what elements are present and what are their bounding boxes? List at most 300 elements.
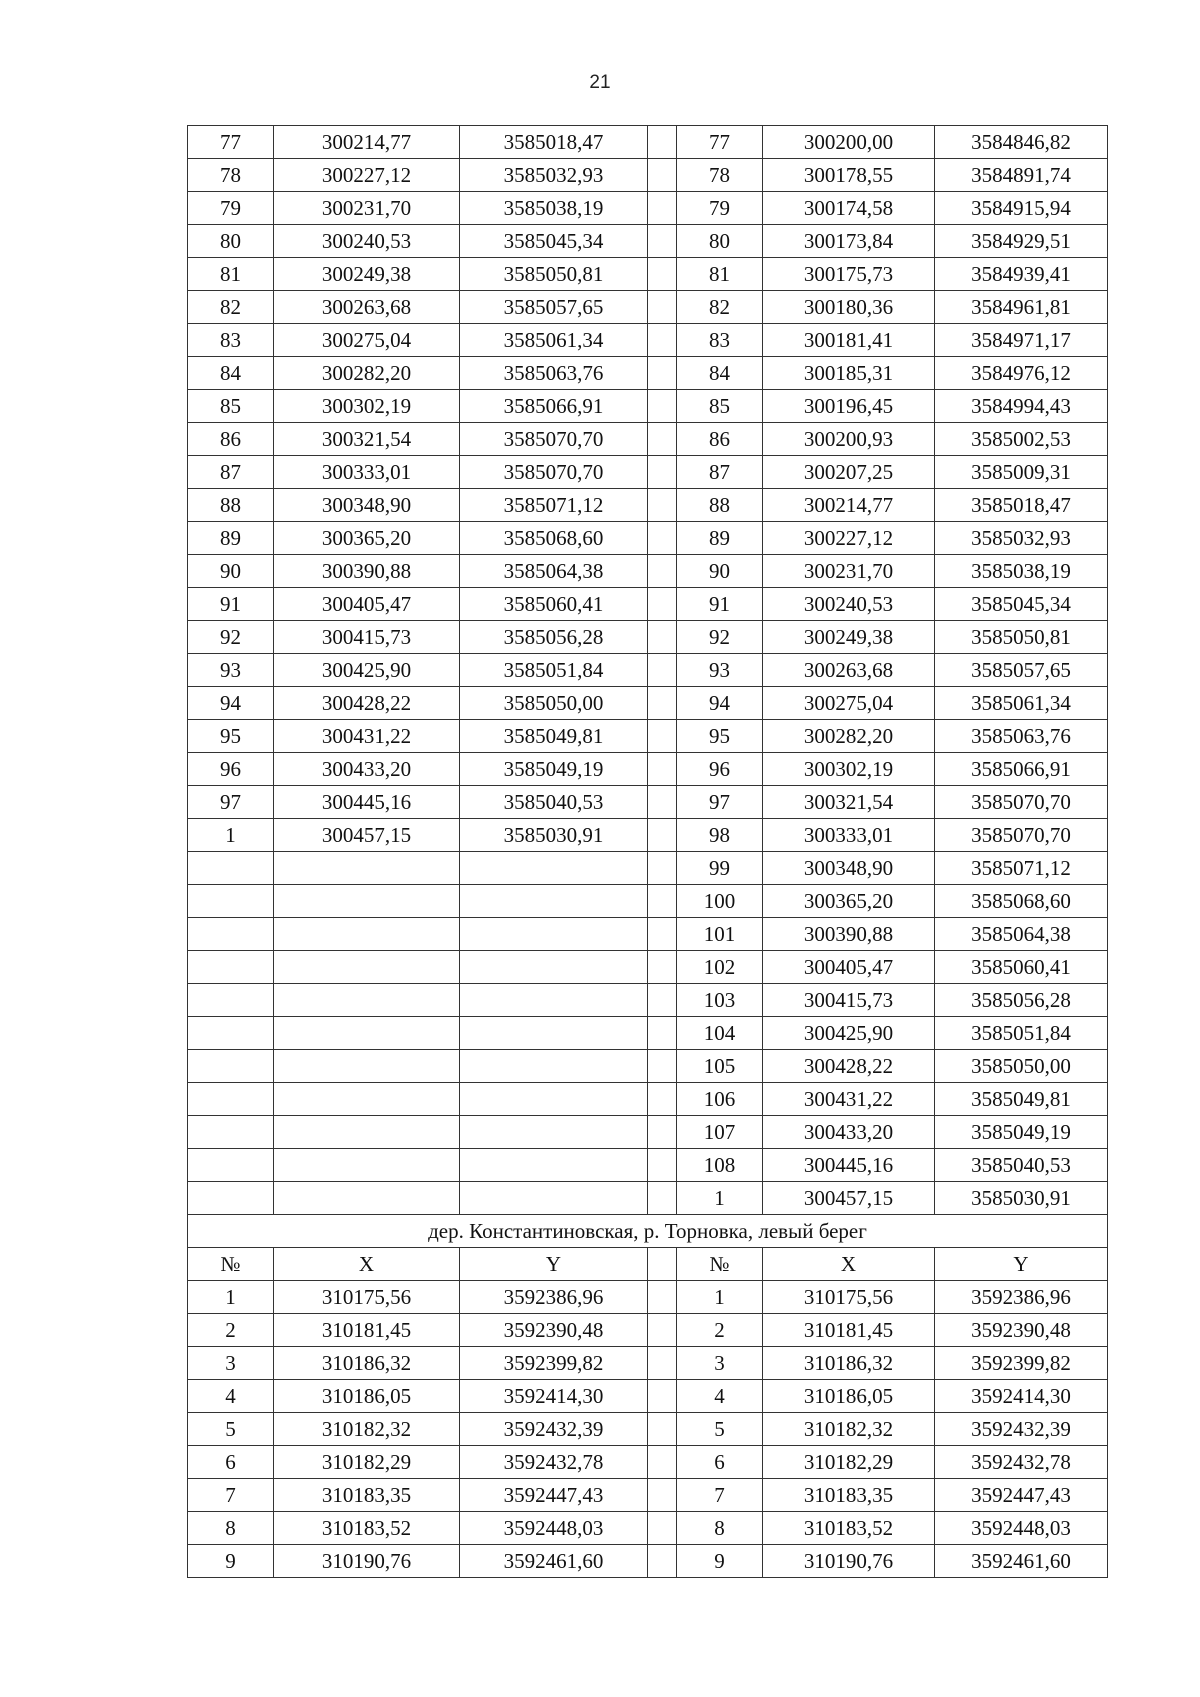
right-x-coordinate-cell: 300249,38 (763, 621, 935, 654)
spacer-cell (648, 357, 677, 390)
left-point-number-cell: 96 (188, 753, 274, 786)
spacer-cell (648, 324, 677, 357)
left-x-coordinate-cell: 300240,53 (274, 225, 460, 258)
left-x-coordinate-cell: 310190,76 (274, 1545, 460, 1578)
left-y-coordinate-cell: 3585066,91 (460, 390, 648, 423)
table-row (188, 951, 1108, 984)
left-x-coordinate-cell: 310175,56 (274, 1281, 460, 1314)
right-x-coordinate-cell: 300457,15 (763, 1182, 935, 1215)
left-point-number-cell: 5 (188, 1413, 274, 1446)
left-point-number-cell: 82 (188, 291, 274, 324)
right-y-coordinate-cell: 3585060,41 (935, 951, 1108, 984)
left-y-coordinate-cell: 3592447,43 (460, 1479, 648, 1512)
right-x-coordinate-cell: 300275,04 (763, 687, 935, 720)
left-y-coordinate-cell: 3585063,76 (460, 357, 648, 390)
table-row (188, 258, 1108, 291)
left-point-number-cell: 85 (188, 390, 274, 423)
table-row (188, 1446, 1108, 1479)
left-y-coordinate-cell (460, 1116, 648, 1149)
right-y-coordinate-cell: 3592390,48 (935, 1314, 1108, 1347)
right-y-coordinate-cell: 3585002,53 (935, 423, 1108, 456)
table-row (188, 225, 1108, 258)
left-point-number-cell (188, 951, 274, 984)
left-y-coordinate-cell: 3585057,65 (460, 291, 648, 324)
right-y-coordinate-cell: 3585064,38 (935, 918, 1108, 951)
right-y-coordinate-cell: 3585030,91 (935, 1182, 1108, 1215)
header-row (188, 1248, 1108, 1281)
right-x-coordinate-cell: 300180,36 (763, 291, 935, 324)
right-x-coordinate-cell: 300214,77 (763, 489, 935, 522)
left-point-number-cell: 81 (188, 258, 274, 291)
left-y-coordinate-cell: 3592461,60 (460, 1545, 648, 1578)
coordinates-table (187, 125, 1108, 1578)
left-y-coordinate-cell: 3585050,00 (460, 687, 648, 720)
right-point-number-cell: 93 (677, 654, 763, 687)
right-x-coordinate-cell: 300282,20 (763, 720, 935, 753)
right-point-number-cell: 102 (677, 951, 763, 984)
right-y-coordinate-cell: 3592461,60 (935, 1545, 1108, 1578)
spacer-cell (648, 456, 677, 489)
left-x-coordinate-cell: 300227,12 (274, 159, 460, 192)
left-x-coordinate-cell: 310186,32 (274, 1347, 460, 1380)
left-point-number-cell: 6 (188, 1446, 274, 1479)
right-point-number-cell: 1 (677, 1182, 763, 1215)
left-x-coordinate-cell: 300333,01 (274, 456, 460, 489)
left-x-coordinate-cell: 300263,68 (274, 291, 460, 324)
left-point-number-cell (188, 1116, 274, 1149)
table-row (188, 126, 1108, 159)
left-point-number-cell: 94 (188, 687, 274, 720)
left-point-number-cell (188, 1083, 274, 1116)
table-row (188, 654, 1108, 687)
left-y-coordinate-cell: 3585070,70 (460, 456, 648, 489)
left-x-coordinate-cell (274, 951, 460, 984)
left-x-coordinate-cell: 300415,73 (274, 621, 460, 654)
right-x-coordinate-cell: 300173,84 (763, 225, 935, 258)
right-point-number-cell: 81 (677, 258, 763, 291)
spacer-cell (648, 1314, 677, 1347)
spacer-cell (648, 1512, 677, 1545)
left-point-number-cell: 8 (188, 1512, 274, 1545)
table-row (188, 819, 1108, 852)
right-y-coordinate-cell: 3585009,31 (935, 456, 1108, 489)
right-x-coordinate-cell: 310183,52 (763, 1512, 935, 1545)
right-y-coordinate-cell: 3584939,41 (935, 258, 1108, 291)
spacer-cell (648, 918, 677, 951)
table-row (188, 885, 1108, 918)
right-y-coordinate-cell: 3585050,81 (935, 621, 1108, 654)
left-x-coordinate-cell: 300275,04 (274, 324, 460, 357)
left-y-coordinate-cell (460, 885, 648, 918)
right-x-coordinate-cell: 300333,01 (763, 819, 935, 852)
right-y-coordinate-cell: 3585018,47 (935, 489, 1108, 522)
table-row (188, 984, 1108, 1017)
left-x-coordinate-cell: 300282,20 (274, 357, 460, 390)
left-point-number-cell (188, 885, 274, 918)
right-point-number-cell: 85 (677, 390, 763, 423)
right-x-coordinate-cell: 300200,93 (763, 423, 935, 456)
right-point-number-cell: 98 (677, 819, 763, 852)
spacer-cell (648, 555, 677, 588)
left-x-coordinate-cell (274, 1149, 460, 1182)
page-number: 21 (589, 72, 611, 93)
left-point-number-cell: 90 (188, 555, 274, 588)
left-x-coordinate-cell: 300433,20 (274, 753, 460, 786)
right-point-number-cell: 97 (677, 786, 763, 819)
left-x-coordinate-cell: 300428,22 (274, 687, 460, 720)
right-x-coordinate-cell: 300200,00 (763, 126, 935, 159)
spacer-cell (648, 1281, 677, 1314)
right-point-number-cell: 3 (677, 1347, 763, 1380)
spacer-cell (648, 654, 677, 687)
spacer-cell (648, 522, 677, 555)
left-x-coordinate-cell: 300321,54 (274, 423, 460, 456)
right-x-coordinate-cell: 300181,41 (763, 324, 935, 357)
table-row (188, 1413, 1108, 1446)
table-row (188, 291, 1108, 324)
left-y-header: Y (460, 1248, 648, 1281)
right-y-coordinate-cell: 3585049,19 (935, 1116, 1108, 1149)
table-row (188, 555, 1108, 588)
right-x-coordinate-cell: 300175,73 (763, 258, 935, 291)
right-y-coordinate-cell: 3584891,74 (935, 159, 1108, 192)
right-point-number-cell: 7 (677, 1479, 763, 1512)
table-row (188, 1512, 1108, 1545)
spacer-cell (648, 1017, 677, 1050)
left-y-coordinate-cell (460, 918, 648, 951)
right-x-coordinate-cell: 300196,45 (763, 390, 935, 423)
left-point-number-cell (188, 918, 274, 951)
section-title-row (188, 1215, 1108, 1248)
right-y-coordinate-cell: 3585071,12 (935, 852, 1108, 885)
spacer-cell (648, 753, 677, 786)
spacer-cell (648, 588, 677, 621)
left-point-number-cell: 4 (188, 1380, 274, 1413)
right-y-coordinate-cell: 3585066,91 (935, 753, 1108, 786)
table-row (188, 1479, 1108, 1512)
table-row (188, 1281, 1108, 1314)
left-y-coordinate-cell: 3585045,34 (460, 225, 648, 258)
spacer-cell (648, 786, 677, 819)
right-y-coordinate-cell: 3585038,19 (935, 555, 1108, 588)
right-point-number-cell: 82 (677, 291, 763, 324)
right-x-coordinate-cell: 310181,45 (763, 1314, 935, 1347)
right-point-number-cell: 106 (677, 1083, 763, 1116)
table-row (188, 588, 1108, 621)
spacer-cell (648, 159, 677, 192)
left-x-coordinate-cell: 300445,16 (274, 786, 460, 819)
right-y-coordinate-cell: 3585049,81 (935, 1083, 1108, 1116)
right-y-coordinate-cell: 3584961,81 (935, 291, 1108, 324)
spacer-cell (648, 885, 677, 918)
spacer-cell (648, 1446, 677, 1479)
left-x-coordinate-cell: 300457,15 (274, 819, 460, 852)
left-x-coordinate-cell: 300405,47 (274, 588, 460, 621)
right-y-coordinate-cell: 3584971,17 (935, 324, 1108, 357)
left-point-number-cell: 80 (188, 225, 274, 258)
left-point-number-cell (188, 984, 274, 1017)
left-point-number-cell: 84 (188, 357, 274, 390)
right-x-coordinate-cell: 300227,12 (763, 522, 935, 555)
left-point-number-cell: 86 (188, 423, 274, 456)
spacer-cell (648, 819, 677, 852)
left-point-number-cell: 92 (188, 621, 274, 654)
table-row (188, 324, 1108, 357)
left-x-coordinate-cell (274, 1017, 460, 1050)
right-y-coordinate-cell: 3585032,93 (935, 522, 1108, 555)
left-y-coordinate-cell (460, 1182, 648, 1215)
table-row (188, 1083, 1108, 1116)
table-row (188, 390, 1108, 423)
right-y-coordinate-cell: 3592432,78 (935, 1446, 1108, 1479)
left-point-number-cell: 3 (188, 1347, 274, 1380)
left-point-number-cell: 83 (188, 324, 274, 357)
right-y-coordinate-cell: 3585056,28 (935, 984, 1108, 1017)
table-row (188, 1017, 1108, 1050)
spacer-cell (648, 1182, 677, 1215)
spacer-cell (648, 1413, 677, 1446)
left-x-coordinate-cell (274, 1182, 460, 1215)
right-x-coordinate-cell: 310182,32 (763, 1413, 935, 1446)
left-y-coordinate-cell: 3585030,91 (460, 819, 648, 852)
left-y-coordinate-cell: 3585068,60 (460, 522, 648, 555)
right-y-coordinate-cell: 3585050,00 (935, 1050, 1108, 1083)
left-point-number-cell: 77 (188, 126, 274, 159)
right-y-coordinate-cell: 3585070,70 (935, 819, 1108, 852)
spacer-cell (648, 225, 677, 258)
right-x-coordinate-cell: 310186,05 (763, 1380, 935, 1413)
table-row (188, 1182, 1108, 1215)
right-point-number-cell: 2 (677, 1314, 763, 1347)
left-y-coordinate-cell: 3585061,34 (460, 324, 648, 357)
left-y-coordinate-cell: 3585050,81 (460, 258, 648, 291)
left-x-coordinate-cell: 310182,32 (274, 1413, 460, 1446)
spacer-cell (648, 951, 677, 984)
left-y-coordinate-cell: 3585038,19 (460, 192, 648, 225)
right-point-number-cell: 107 (677, 1116, 763, 1149)
right-x-coordinate-cell: 300207,25 (763, 456, 935, 489)
left-x-coordinate-cell: 300365,20 (274, 522, 460, 555)
left-x-coordinate-cell: 300249,38 (274, 258, 460, 291)
right-point-number-cell: 100 (677, 885, 763, 918)
right-point-number-cell: 80 (677, 225, 763, 258)
left-point-number-cell: 95 (188, 720, 274, 753)
right-point-number-cell: 96 (677, 753, 763, 786)
right-point-number-cell: 90 (677, 555, 763, 588)
left-y-coordinate-cell: 3592386,96 (460, 1281, 648, 1314)
spacer-cell (648, 687, 677, 720)
left-x-coordinate-cell: 300348,90 (274, 489, 460, 522)
right-point-number-cell: 101 (677, 918, 763, 951)
right-y-coordinate-cell: 3585051,84 (935, 1017, 1108, 1050)
right-y-coordinate-cell: 3592399,82 (935, 1347, 1108, 1380)
spacer-cell (648, 1479, 677, 1512)
right-y-coordinate-cell: 3585045,34 (935, 588, 1108, 621)
left-point-number-cell (188, 852, 274, 885)
table-row (188, 753, 1108, 786)
right-point-number-cell: 108 (677, 1149, 763, 1182)
left-x-coordinate-cell (274, 918, 460, 951)
right-point-number-cell: 86 (677, 423, 763, 456)
left-y-coordinate-cell: 3585049,19 (460, 753, 648, 786)
right-x-coordinate-cell: 300231,70 (763, 555, 935, 588)
left-x-header: X (274, 1248, 460, 1281)
right-point-number-cell: 99 (677, 852, 763, 885)
spacer-cell (648, 1116, 677, 1149)
left-x-coordinate-cell (274, 885, 460, 918)
right-point-number-cell: 104 (677, 1017, 763, 1050)
left-y-coordinate-cell: 3592432,78 (460, 1446, 648, 1479)
right-point-number-cell: 92 (677, 621, 763, 654)
left-x-coordinate-cell: 300302,19 (274, 390, 460, 423)
left-point-number-cell: 93 (188, 654, 274, 687)
right-x-coordinate-cell: 300365,20 (763, 885, 935, 918)
left-x-coordinate-cell: 310182,29 (274, 1446, 460, 1479)
left-point-number-cell: 2 (188, 1314, 274, 1347)
table-row (188, 357, 1108, 390)
right-x-coordinate-cell: 300174,58 (763, 192, 935, 225)
table-row (188, 159, 1108, 192)
right-x-coordinate-cell: 310182,29 (763, 1446, 935, 1479)
right-point-number-cell: 87 (677, 456, 763, 489)
right-x-coordinate-cell: 310190,76 (763, 1545, 935, 1578)
right-y-coordinate-cell: 3584929,51 (935, 225, 1108, 258)
right-x-coordinate-cell: 300415,73 (763, 984, 935, 1017)
left-x-coordinate-cell: 300231,70 (274, 192, 460, 225)
right-y-coordinate-cell: 3585061,34 (935, 687, 1108, 720)
spacer-cell (648, 984, 677, 1017)
right-y-coordinate-cell: 3584846,82 (935, 126, 1108, 159)
left-y-coordinate-cell (460, 1017, 648, 1050)
right-x-coordinate-cell: 300263,68 (763, 654, 935, 687)
left-y-coordinate-cell (460, 1083, 648, 1116)
right-point-number-cell: 84 (677, 357, 763, 390)
left-y-coordinate-cell: 3585018,47 (460, 126, 648, 159)
left-x-coordinate-cell: 300214,77 (274, 126, 460, 159)
left-y-coordinate-cell (460, 984, 648, 1017)
right-y-coordinate-cell: 3592432,39 (935, 1413, 1108, 1446)
table-row (188, 852, 1108, 885)
left-point-number-cell (188, 1182, 274, 1215)
left-y-coordinate-cell: 3585070,70 (460, 423, 648, 456)
left-point-number-cell: 7 (188, 1479, 274, 1512)
left-y-coordinate-cell: 3592432,39 (460, 1413, 648, 1446)
left-y-coordinate-cell (460, 852, 648, 885)
right-y-coordinate-cell: 3592448,03 (935, 1512, 1108, 1545)
left-x-coordinate-cell (274, 852, 460, 885)
left-x-coordinate-cell (274, 984, 460, 1017)
right-x-coordinate-cell: 300433,20 (763, 1116, 935, 1149)
spacer-cell (648, 720, 677, 753)
right-y-coordinate-cell: 3585070,70 (935, 786, 1108, 819)
left-point-number-cell: 97 (188, 786, 274, 819)
table-row (188, 786, 1108, 819)
left-y-coordinate-cell: 3585049,81 (460, 720, 648, 753)
left-x-coordinate-cell: 300390,88 (274, 555, 460, 588)
spacer-cell (648, 1248, 677, 1281)
right-x-coordinate-cell: 300348,90 (763, 852, 935, 885)
spacer-cell (648, 1083, 677, 1116)
left-y-coordinate-cell: 3585032,93 (460, 159, 648, 192)
right-y-coordinate-cell: 3584976,12 (935, 357, 1108, 390)
right-x-coordinate-cell: 300425,90 (763, 1017, 935, 1050)
left-x-coordinate-cell: 310186,05 (274, 1380, 460, 1413)
table-row (188, 1347, 1108, 1380)
right-y-coordinate-cell: 3585057,65 (935, 654, 1108, 687)
right-y-coordinate-cell: 3584915,94 (935, 192, 1108, 225)
table-row (188, 1116, 1108, 1149)
left-point-number-cell: 87 (188, 456, 274, 489)
left-x-coordinate-cell (274, 1050, 460, 1083)
spacer-cell (648, 1380, 677, 1413)
spacer-cell (648, 258, 677, 291)
table-row (188, 621, 1108, 654)
left-point-number-cell (188, 1050, 274, 1083)
right-point-number-cell: 105 (677, 1050, 763, 1083)
right-point-number-cell: 88 (677, 489, 763, 522)
left-x-coordinate-cell (274, 1083, 460, 1116)
right-x-coordinate-cell: 310183,35 (763, 1479, 935, 1512)
right-y-coordinate-cell: 3585040,53 (935, 1149, 1108, 1182)
left-point-number-cell: 79 (188, 192, 274, 225)
right-x-coordinate-cell: 310175,56 (763, 1281, 935, 1314)
right-point-number-cell: 6 (677, 1446, 763, 1479)
spacer-cell (648, 423, 677, 456)
right-y-coordinate-cell: 3584994,43 (935, 390, 1108, 423)
right-x-coordinate-cell: 300428,22 (763, 1050, 935, 1083)
right-point-number-cell: 95 (677, 720, 763, 753)
spacer-cell (648, 1149, 677, 1182)
table-row (188, 456, 1108, 489)
right-number-header: № (677, 1248, 763, 1281)
right-point-number-cell: 4 (677, 1380, 763, 1413)
left-y-coordinate-cell: 3592414,30 (460, 1380, 648, 1413)
right-point-number-cell: 103 (677, 984, 763, 1017)
left-point-number-cell: 91 (188, 588, 274, 621)
right-x-header: X (763, 1248, 935, 1281)
left-x-coordinate-cell (274, 1116, 460, 1149)
right-x-coordinate-cell: 300405,47 (763, 951, 935, 984)
table-row (188, 522, 1108, 555)
left-point-number-cell: 9 (188, 1545, 274, 1578)
right-point-number-cell: 89 (677, 522, 763, 555)
left-point-number-cell: 1 (188, 819, 274, 852)
section-title: дер. Константиновская, р. Торновка, левый берег (188, 1215, 1108, 1248)
left-point-number-cell: 1 (188, 1281, 274, 1314)
spacer-cell (648, 1545, 677, 1578)
right-x-coordinate-cell: 300178,55 (763, 159, 935, 192)
right-x-coordinate-cell: 300240,53 (763, 588, 935, 621)
right-point-number-cell: 8 (677, 1512, 763, 1545)
left-point-number-cell (188, 1017, 274, 1050)
left-y-coordinate-cell: 3585071,12 (460, 489, 648, 522)
table-row (188, 687, 1108, 720)
right-x-coordinate-cell: 300390,88 (763, 918, 935, 951)
table-row (188, 1149, 1108, 1182)
right-x-coordinate-cell: 310186,32 (763, 1347, 935, 1380)
right-point-number-cell: 94 (677, 687, 763, 720)
left-point-number-cell: 78 (188, 159, 274, 192)
table-row (188, 423, 1108, 456)
left-point-number-cell: 89 (188, 522, 274, 555)
right-x-coordinate-cell: 300185,31 (763, 357, 935, 390)
table-row (188, 1380, 1108, 1413)
left-point-number-cell (188, 1149, 274, 1182)
right-point-number-cell: 91 (677, 588, 763, 621)
left-y-coordinate-cell: 3592448,03 (460, 1512, 648, 1545)
right-y-coordinate-cell: 3585068,60 (935, 885, 1108, 918)
spacer-cell (648, 621, 677, 654)
